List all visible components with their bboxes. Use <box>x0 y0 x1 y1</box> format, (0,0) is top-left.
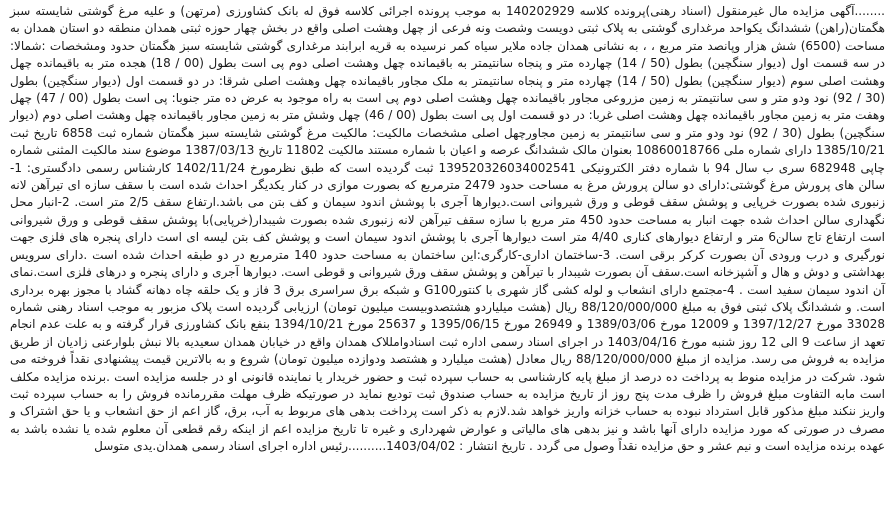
auction-notice-text: ........آگهی مزایده مال غیرمنقول (اسناد رهنی)پرونده کلاسه 140202929 به موجب پرونده اجرائی کلاسه فوق له بانک کشاورزی (مرتهن) و علیه مرغ گوشتی شایسته سبز هگمتان(راهن) ششدانگ یکواحد مرغداری گوشتی به پلاک ثبتی دویست وشصت ونه فرعی از چهل وهشت اصلی واقع در بخش چهار حوزه ثبتی همدان منطقه دو استان همدان به مساحت (6500) شش هزار وپانصد متر مربع ، ، به نشانی همدان جاده ملایر سیاه کمر نرسیده به قریه ابرابند مرغداری گوشتی شایسته سبز هگمتان حدود ومشخصات :شمالا: در سه قسمت اول (دیوار سنگچین) بطول (50 / 14) چهارده متر و پنجاه سانتیمتر به باقیمانده چهل وهشت اصلی دوم پی است بطول (00 / 18) هجده متر به باقیمانده چهل وهشت اصلی سوم (دیوار سنگچین) بطول (50 / 14) چهارده متر و پنجاه سانتیمتر به ملک مجاور باقیمانده چهل وهشت اصلی شرقا: در دو قسمت اول (دیوار سنگچین) بطول (30 / 92) نود ودو متر و سی سانتیمتر به زمین مزروعی مجاور باقیمانده چهل وهشت اصلی دوم پی است به راه موجود به عرض ده متر جنوبا: پی است بطول (00 / 47) چهل وهفت متر به زمین مجاور باقیمانده چهل وهشت اصلی غربا: در دو قسمت اول پی است بطول (00 / 46) چهل وشش متر به زمین مجاور باقیمانده چهل وهشت اصلی دوم (دیوار سنگچین) بطول (30 / 92) نود ودو متر و سی سانتیمتر به زمین مجاورچهل اصلی مشخصات مالکیت: مالکیت مرغ گوشتی شایسته سبز هگمتان شماره ثبت 6858 تاریخ ثبت 1385/10/21 دارای شماره ملی 10860018766 بعنوان مالک ششدانگ عرصه و اعیان با شماره مستند مالکیت 11802 تاریخ 1387/03/13 موضوع سند مالکیت المثنی شماره چاپی 682948 سری ب سال 94 با شماره دفتر الکترونیکی 139520326034002541 ثبت گردیده است که طبق نظرمورخ 1402/11/24 کارشناس رسمی دادگستری: 1- سالن های پرورش مرغ گوشتی:دارای دو سالن پرورش مرغ به مساحت حدود 2479 مترمربع که بصورت موازی در کنار یکدیگر احداث شده است با سقف سازه ای تیرآهن لانه زنبوری شده بصورت خرپایی و پوشش سقف قوطی و ورق شیروانی است.دیوارها آجری با پوشش اندود سیمان و کف بتن می باشد.ارتفاع سقف 2/5 متر است. 2-انبار محل نگهداری سالن احداث شده جهت انبار به مساحت حدود 450 متر مربع با سازه سقف تیرآهن لانه زنبوری شده بصورت شیبدار(خرپایی)با پوشش سقف قوطی و ورق شیروانی است ارتفاع تاج سالن6 متر و ارتفاع دیوارهای کناری 4/40 متر است دیوارها آجری با پوشش اندود سیمان است و پوشش کف بتن لیسه ای است دارای پنجره های فلزی جهت نورگیری و درب ورودی آن بصورت کرکر برقی است. 3-ساختمان اداری-کارگری:این ساختمان به مساحت حدود 140 مترمربع در دو طبقه احداث شده است .دارای سرویس بهداشتی و دوش و هال و آشپزخانه است.سقف آن بصورت شیبدار با تیرآهن و پوشش سقف ورق شیروانی و قوطی است. دیوارها آجری و دارای پنجره و درهای فلزی است.نمای آن اندود سیمان سفید است . 4-مجتمع دارای انشعاب و لوله کشی گاز شهری با کنتورG100 و شبکه برق سراسری برق 3 فاز و یک حلقه چاه دهانه گشاد با مجوز بهره برداری است. و ششدانگ پلاک ثبتی فوق به مبلغ 88/120/000/000 ریال (هشت میلیاردو هشتصدوبیست میلیون تومان) ارزیابی گردیده است پلاک مزبور به موجب اسناد رهنی شماره 33028 مورخ 1397/12/27 و 12009 مورخ 1389/03/06 و 26949 مورخ 1395/06/15 و 25637 مورخ 1394/10/21 بنفع بانک کشاورزی قرار گرفته و به علت عدم انجام تعهد از ساعت 9 الی 12 روز شنبه مورخ 1403/04/16 در اجرای اسناد رسمی اداره ثبت اسنادوامللاک همدان واقع در خیابان همدان سعیدیه بالا نبش بلوارعنی زادیان از طریق مزایده به فروش می رسد. مزایده از مبلغ 88/120/000/000 ریال معادل (هشت میلیارد و هشتصد ودوازده میلیون تومان) شروع و به بالاترین قیمت پیشنهادی نقداً فروخته می شود. شرکت در مزایده منوط به پرداخت ده درصد از مبلغ پایه کارشناسی به حساب سپرده ثبت و حضور خریدار یا نماینده قانونی او در جلسه مزایده است .برنده مزایده مکلف است مابه التفاوت مبلغ فروش را ظرف مدت پنج روز از تاریخ مزایده به حساب صندوق ثبت تودیع نماید در صورتیکه ظرف مهلت مقررمانده فروش را به حساب سپرده ثبت واریز ننکند مبلغ مذکور قابل استرداد نبوده به حساب خزانه واریز خواهد شد.لازم به ذکر است پرداخت بدهی های مربوط به آب، برق، گاز اعم از حق انشعاب و یا حق اشتراک و مصرف در صورتی که مورد مزایده دارای آنها باشد و نیز بدهی های مالیاتی و عوارض شهرداری و غیره تا تاریخ مزایده اعم از اینکه رقم قطعی آن معلوم شده یا نشده باشد به عهده برنده مزایده است و نیم عشر و حق مزایده نقداً وصول می گردد . تاریخ انتشار : 1403/04/02..........رئیس اداره اجرای اسناد رسمی همدان.یدی متوسل <box>10 4 886 454</box>
